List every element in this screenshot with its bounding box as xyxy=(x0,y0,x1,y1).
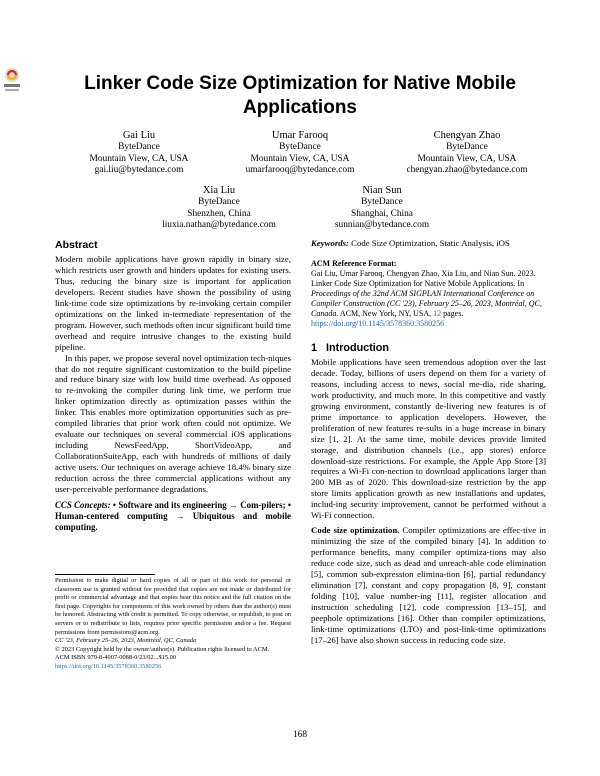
author-org: ByteDance xyxy=(198,197,240,207)
author-email: chengyan.zhao@bytedance.com xyxy=(406,165,528,175)
paragraph-body: Compiler optimizations are effec-tive in minimizing the size of the compiled binary [4]. In addition to performance benefits, many compiler optimiza-tions may also reduce code size, such as dead and unreach-able code elimination [5], common sub-expression elimina-tion [6], partial redundancy elimination [7], constant and copy propagation [8, 9], constant folding [10], value number-ing [11], register allocation and instruction scheduling [12], code compression [13–15], and peephole optimizations [16]. Other than compiler optimizations, link-time optimizations (LTO) and post-link-time optimizations [17–26] have also shown success in reducing code size. xyxy=(311,525,547,645)
venue-line: CC '23, February 25–26, 2023, Montréal, QC, Canada xyxy=(55,637,197,645)
abstract-paragraph: Modern mobile applications have grown rapidly in binary size, which restricts user growth and hinders updates for existing users. Thus, reducing the binary size is important for application developers. Recent studies have shown the possibility of using link-time code size optimizations by re-invoking certain compiler optimizations on the linked in-termediate representation of the program. However, such methods often incur significant build time overhead and require intrusive changes to the existing build pipeline. xyxy=(55,254,291,352)
author-email: sunnian@bytedance.com xyxy=(334,220,430,230)
abstract-paragraph: In this paper, we propose several novel optimization tech-niques that do not require significant customization to the build pipeline and reduce binary size with low build time overhead. As opposed to re-invoking the compiler during link time, we perform true linker optimization directly as optimization passes within the linker. This enables more optimization opportunities such as pre-compiled libraries that prior work often could not optimize. We evaluate our techniques on several commercial iOS applications including NewsFeedApp, ShortVideoApp, and CollaborationSuiteApp, each with hundreds of millions of daily active users. Our techniques on average achieve 18.4% binary size reduction across the three commercial applications without any user-perceivable performance degradations. xyxy=(55,352,291,495)
reference-text xyxy=(311,269,546,329)
paragraph-lead: Code size optimization. xyxy=(311,525,400,536)
author-card xyxy=(302,184,462,232)
author-name: Xia Liu xyxy=(202,185,236,196)
reference-doi-link[interactable]: https://doi.org/10.1145/3578360.3580256 xyxy=(311,318,445,328)
author-card xyxy=(220,129,380,177)
author-location: Mountain View, CA, USA xyxy=(417,153,517,164)
intro-paragraph: Mobile applications have seen tremendous adoption over the last decade. Today, billions of users depend on them for a variety of reasons, including access to news, social me-dia, ride sharing, work productivity, and much more. In this competitive and vastly growing environment, constantly de-livering new features is of prime importance to application developers. However, the proliferation of new features re-sults in a huge increase in binary size [1, 2]. At the same time, mobile devices provide limited storage, and distribution channels (i.e., app stores) enforce download-size restrictions. For example, the Apple App Store [3] requires a Wi-Fi con-nection to download applications larger than 200 MB as of 2020. This download-size restriction by the app store limits application growth as new installations and updates, includ-ing security improvement, cannot be performed without a Wi-Fi connection. xyxy=(311,356,546,521)
isbn-line: ACM ISBN 979-8-4007-0088-0/23/02...$15.00 xyxy=(55,654,177,662)
ccs-text: • Software and its engineering → Com-pilers; • Human-centered computing → Ubiquitous and mobile computing. xyxy=(55,499,292,532)
check-for-updates-badge[interactable] xyxy=(2,66,22,96)
intro-paragraph xyxy=(311,525,546,645)
author-name: Umar Farooq xyxy=(271,130,329,141)
author-location: Mountain View, CA, USA xyxy=(250,153,350,164)
reference-publisher: ACM, New York, NY, USA, xyxy=(338,308,434,318)
permission-notice: Permission to make digital or hard copies of all or part of this work for personal or classroom use is granted without fee provided that copies are not made or distributed for profit or commercial advantage and that copies bear this notice and the full citation on the first page. Copyrights for components of this work owned by others than the author(s) must be honored. Abstracting with credit is permitted. To copy otherwise, or republish, to post on servers or to redistribute to lists, requires prior specific permission and/or a fee. Request permissions from permissions@acm.org. xyxy=(55,577,291,636)
reference-authors: Gai Liu, Umar Farooq, Chengyan Zhao, Xia Liu, and Nian Sun. 2023. Linker Code Size Optimization for Native Mobile Applications. In xyxy=(311,268,536,288)
author-org: ByteDance xyxy=(361,197,403,207)
keywords xyxy=(311,238,546,249)
section-title: Introduction xyxy=(326,341,389,354)
copyright-line: © 2023 Copyright held by the owner/author(s). Publication rights licensed to ACM. xyxy=(55,645,270,653)
ccs-label: CCS Concepts: xyxy=(55,499,111,510)
author-org: ByteDance xyxy=(446,142,488,152)
reference-heading: ACM Reference Format: xyxy=(311,258,397,268)
reference-pages: 12 xyxy=(433,308,442,318)
acm-reference xyxy=(311,259,546,329)
author-name: Gai Liu xyxy=(122,130,156,141)
author-location: Shanghai, China xyxy=(351,208,413,219)
reference-pages-suffix: pages. xyxy=(441,308,464,318)
author-org: ByteDance xyxy=(279,142,321,152)
right-column xyxy=(311,238,546,646)
permission-block xyxy=(55,577,291,672)
author-card xyxy=(59,129,219,177)
left-column xyxy=(55,238,291,533)
section-heading-introduction xyxy=(311,341,546,355)
author-location: Mountain View, CA, USA xyxy=(89,153,189,164)
section-number: 1 xyxy=(311,341,318,354)
author-email: umarfarooq@bytedance.com xyxy=(245,165,355,175)
ccs-concepts xyxy=(55,500,291,533)
author-card xyxy=(382,129,552,177)
author-location: Shenzhen, China xyxy=(187,208,251,219)
author-card xyxy=(139,184,299,232)
page-number: 168 xyxy=(292,730,308,740)
footnote-rule xyxy=(55,574,155,575)
abstract-heading: Abstract xyxy=(55,239,98,251)
author-name: Chengyan Zhao xyxy=(433,130,501,141)
doi-link[interactable]: https://doi.org/10.1145/3578360.3580256 xyxy=(55,662,162,670)
reference-proceedings: Proceedings of the 32nd ACM SIGPLAN International Conference on Compiler Construction (CC '23), February 25–26, 2023, Montréal, QC, Canada. xyxy=(311,288,542,318)
keywords-label: Keywords: xyxy=(311,238,349,248)
author-name: Nian Sun xyxy=(362,185,402,196)
paper-title: Linker Code Size Optimization for Native Mobile Applications xyxy=(84,73,516,118)
author-email: gai.liu@bytedance.com xyxy=(94,165,184,175)
keywords-text: Code Size Optimization, Static Analysis, iOS xyxy=(351,238,510,248)
author-org: ByteDance xyxy=(118,142,160,152)
author-email: liuxia.nathan@bytedance.com xyxy=(162,220,276,230)
